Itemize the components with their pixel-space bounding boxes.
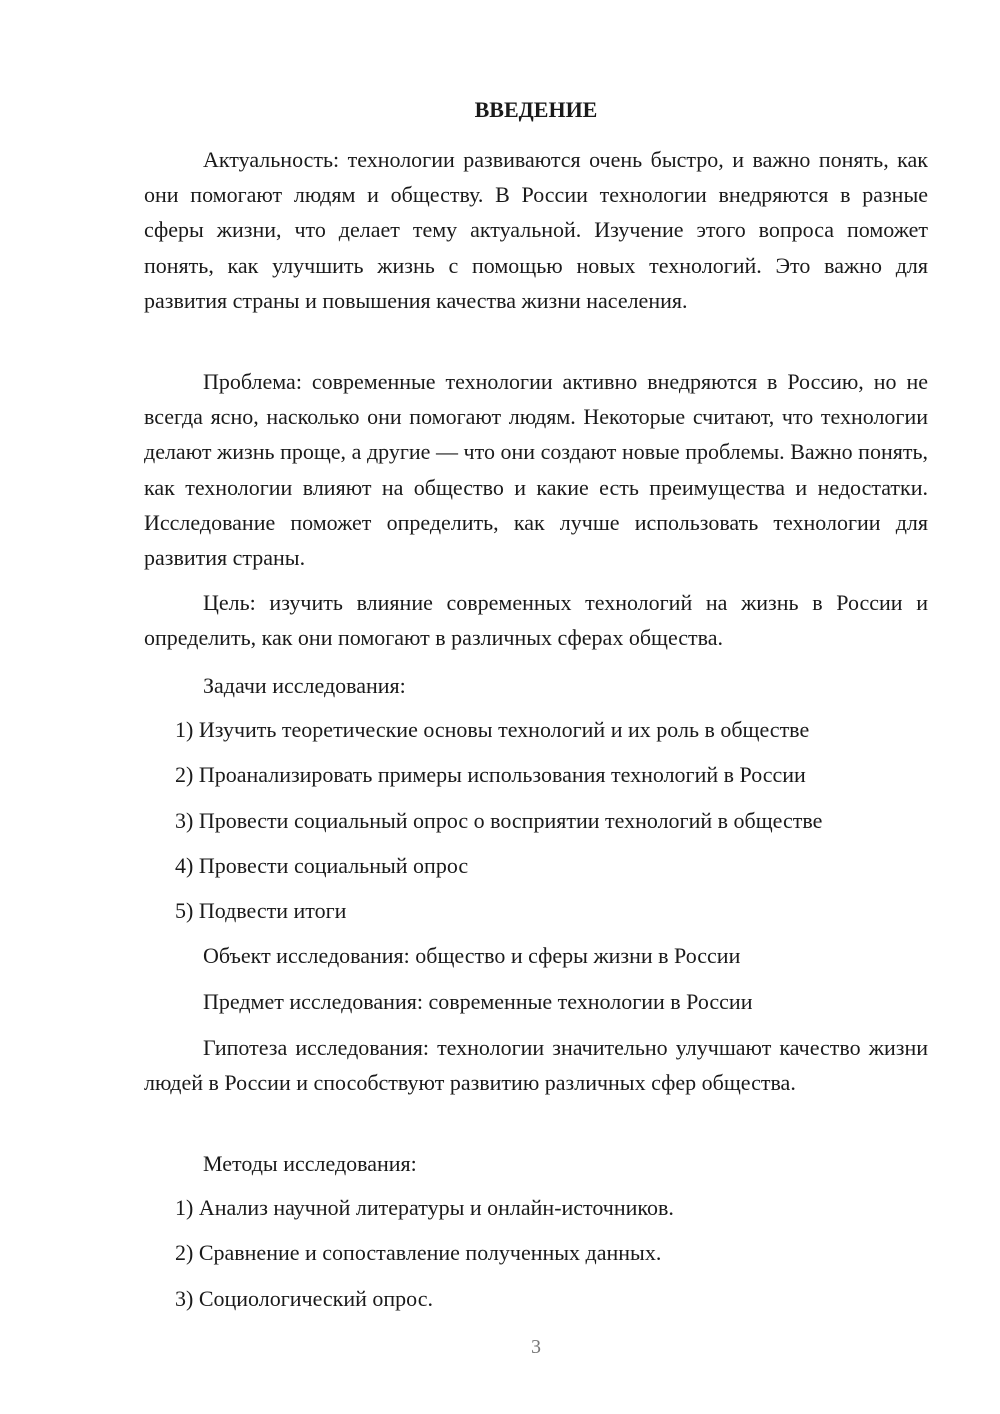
object-line: Объект исследования: общество и сферы жизни в России <box>203 943 741 968</box>
task-item: 3) Провести социальный опрос о восприятии технологий в обществе <box>175 808 823 833</box>
method-item: 1) Анализ научной литературы и онлайн-источников. <box>175 1195 674 1220</box>
goal-paragraph: Цель: изучить влияние современных технологий на жизнь в России и определить, как они помогают в различных сферах общества. <box>144 590 928 651</box>
page-number: 3 <box>531 1336 541 1358</box>
tasks-heading: Задачи исследования: <box>203 673 406 698</box>
method-item: 2) Сравнение и сопоставление полученных данных. <box>175 1240 662 1265</box>
subject-line: Предмет исследования: современные технологии в России <box>203 989 753 1014</box>
hypothesis-paragraph: Гипотеза исследования: технологии значительно улучшают качество жизни людей в России и способствуют развитию различных сфер общества. <box>144 1035 928 1096</box>
document-page <box>144 0 928 1414</box>
task-item: 1) Изучить теоретические основы технологий и их роль в обществе <box>175 717 810 742</box>
task-item: 4) Провести социальный опрос <box>175 853 469 878</box>
page-title: ВВЕДЕНИЕ <box>474 97 598 122</box>
methods-heading: Методы исследования: <box>203 1151 417 1176</box>
task-item: 5) Подвести итоги <box>175 898 347 923</box>
method-item: 3) Социологический опрос. <box>175 1286 433 1311</box>
task-item: 2) Проанализировать примеры использования технологий в России <box>175 762 806 787</box>
relevance-paragraph: Актуальность: технологии развиваются очень быстро, и важно понять, как они помогают людям и обществу. В России технологии внедряются в разные сферы жизни, что делает тему актуальной. Изучение этого вопроса поможет понять, как улучшить жизнь с помощью новых технологий. Это важно для развития страны и повышения качества жизни населения. <box>144 147 928 313</box>
problem-paragraph: Проблема: современные технологии активно внедряются в Россию, но не всегда ясно, насколько они помогают людям. Некоторые считают, что технологии делают жизнь проще, а другие — что они создают новые проблемы. Важно понять, как технологии влияют на общество и какие есть преимущества и недостатки. Исследование поможет определить, как лучше использовать технологии для развития страны. <box>144 369 928 571</box>
